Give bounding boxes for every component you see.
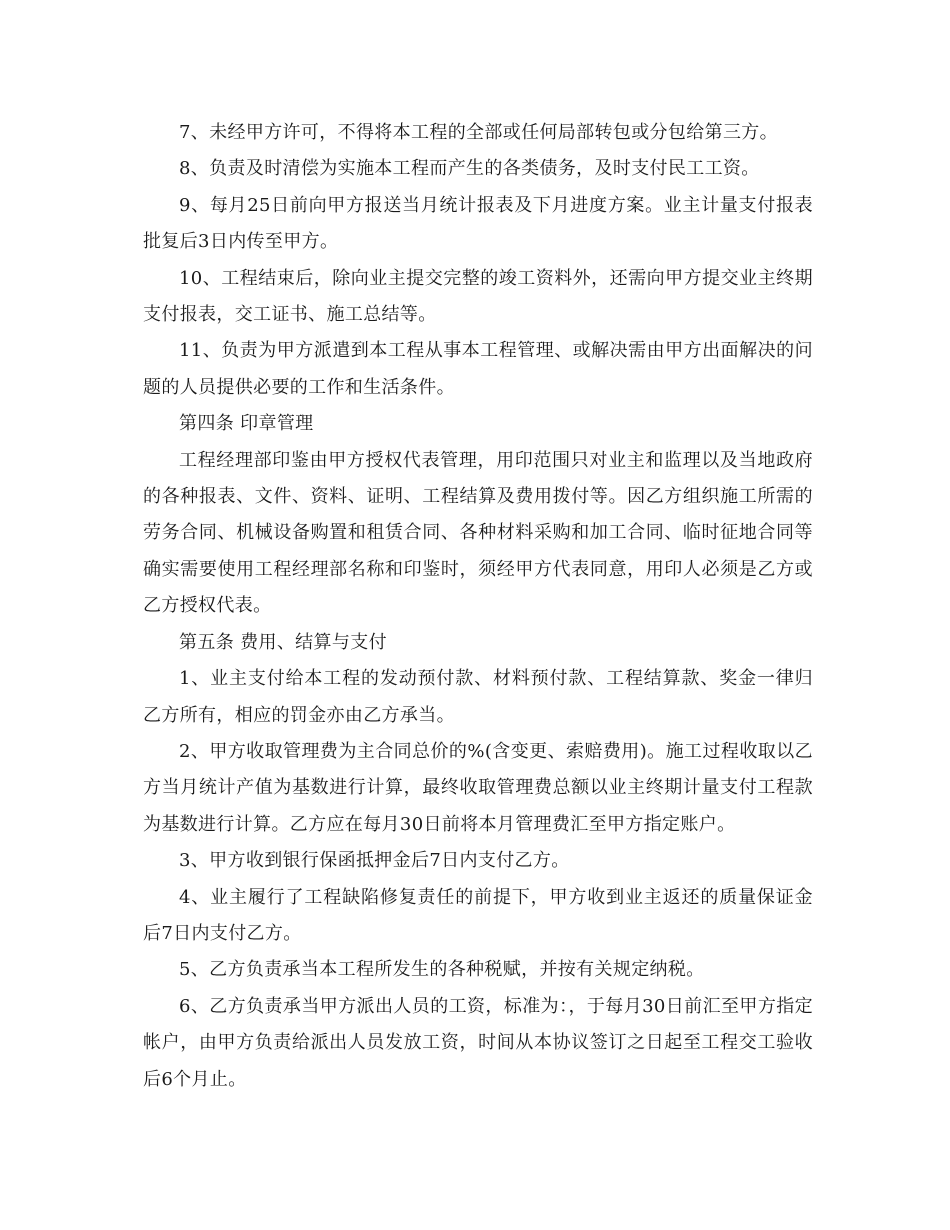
clause-9-paragraph: 9、每月25日前向甲方报送当月统计报表及下月进度方案。业主计量支付报表批复后3日内传至甲方。 (143, 194, 813, 253)
payment-clause-4-paragraph: 4、业主履行了工程缺陷修复责任的前提下，甲方收到业主返还的质量保证金后7日内支付乙方。 (143, 886, 813, 944)
clause-11-paragraph: 11、负责为甲方派遣到本工程从事本工程管理、或解决需由甲方出面解决的问题的人员提供必要的工作和生活条件。 (143, 340, 813, 398)
clause-8-paragraph: 8、负责及时清偿为实施本工程而产生的各类债务，及时支付民工工资。 (179, 158, 760, 180)
payment-clause-2-paragraph: 2、甲方收取管理费为主合同总价的%(含变更、索赔费用)。施工过程收取以乙方当月统计产值为基数进行计算，最终收取管理费总额以业主终期计量支付工程款为基数进行计算。乙方应在每月30日前将本月管理费汇至甲方指定账户。 (143, 740, 813, 835)
article-5-heading: 第五条 费用、结算与支付 (179, 631, 387, 653)
payment-clause-5-paragraph: 5、乙方负责承当本工程所发生的各种税赋，并按有关规定纳税。 (179, 959, 705, 981)
payment-clause-3-paragraph: 3、甲方收到银行保函抵押金后7日内支付乙方。 (179, 850, 570, 872)
payment-clause-1-paragraph: 1、业主支付给本工程的发动预付款、材料预付款、工程结算款、奖金一律归乙方所有，相应的罚金亦由乙方承当。 (143, 668, 813, 726)
clause-10-paragraph: 10、工程结束后，除向业主提交完整的竣工资料外，还需向甲方提交业主终期支付报表，交工证书、施工总结等。 (143, 267, 813, 326)
article-4-heading: 第四条 印章管理 (179, 413, 314, 435)
seal-management-paragraph: 工程经理部印鉴由甲方授权代表管理，用印范围只对业主和监理以及当地政府的各种报表、文件、资料、证明、工程结算及费用拨付等。因乙方组织施工所需的劳务合同、机械设备购置和租赁合同、各种材料采购和加工合同、临时征地合同等确实需要使用工程经理部名称和印鉴时，须经甲方代表同意，用印人必须是乙方或乙方授权代表。 (143, 449, 813, 617)
payment-clause-6-paragraph: 6、乙方负责承当甲方派出人员的工资，标准为：，于每月30日前汇至甲方指定帐户，由甲方负责给派出人员发放工资，时间从本协议签订之日起至工程交工验收后6个月止。 (143, 995, 813, 1090)
document-body (143, 115, 813, 1098)
clause-7-paragraph: 7、未经甲方许可，不得将本工程的全部或任何局部转包或分包给第三方。 (179, 122, 778, 143)
